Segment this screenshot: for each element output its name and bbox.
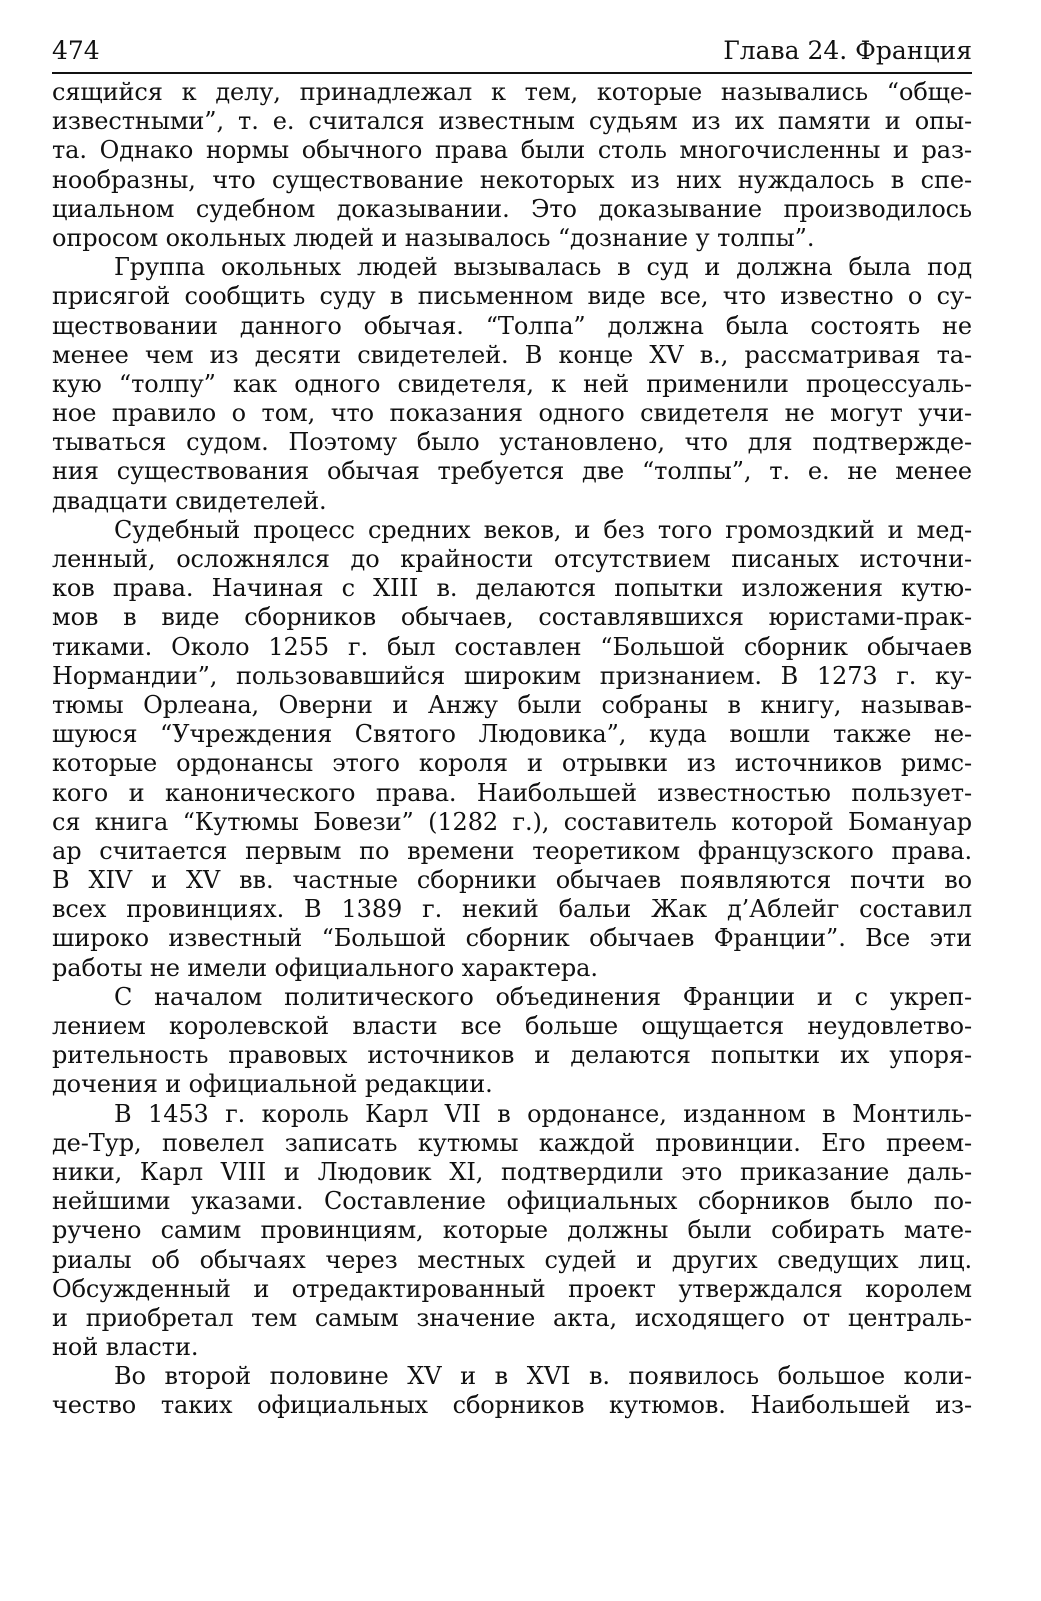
text-line: ручено самим провинциям, которые должны были собирать мате-: [52, 1216, 972, 1245]
text-line: сящийся к делу, принадлежал к тем, которые назывались “обще-: [52, 78, 972, 106]
text-line: нейшими указами. Составление официальных сборников было по-: [52, 1187, 972, 1216]
page-number: 474: [52, 36, 100, 65]
text-line: дочения и официальной редакции.: [52, 1070, 493, 1099]
text-line: менее чем из десяти свидетелей. В конце XV в., рассматривая та-: [52, 340, 972, 369]
text-line: риалы об обычаях через местных судей и других сведущих лиц.: [52, 1245, 972, 1274]
text-line: та. Однако нормы обычного права были столь многочисленны и раз-: [52, 136, 972, 165]
text-line: известными”, т. е. считался известным судьям из их памяти и опы-: [52, 107, 972, 136]
text-line: двадцати свидетелей.: [52, 486, 327, 515]
text-line: которые ордонансы этого короля и отрывки из источников римс-: [52, 749, 972, 778]
text-line: ленный, осложнялся до крайности отсутствием писаных источни-: [52, 545, 972, 573]
text-line: тиками. Около 1255 г. был составлен “Большой сборник обычаев: [52, 632, 972, 661]
text-line: лением королевской власти все больше ощущается неудовлетво-: [52, 1012, 972, 1040]
text-line: всех провинциях. В 1389 г. некий бальи Жак д’Аблейг составил: [52, 895, 972, 924]
text-line: ществовании данного обычая. “Толпа” должна была состоять не: [52, 311, 972, 340]
text-line: Нормандии”, пользовавшийся широким признанием. В 1273 г. ку-: [52, 661, 972, 690]
text-line: С началом политического объединения Франции и с укреп-: [114, 982, 972, 1011]
running-head: [52, 36, 972, 74]
chapter-title: Глава 24. Франция: [723, 36, 972, 65]
text-line: мов в виде сборников обычаев, составлявшихся юристами-прак-: [52, 603, 972, 632]
text-line: Во второй половине XV и в XVI в. появилось большое коли-: [114, 1362, 972, 1391]
text-line: ния существования обычая требуется две “толпы”, т. е. не менее: [52, 457, 972, 486]
text-line: ной власти.: [52, 1333, 199, 1362]
text-line: нообразны, что существование некоторых из них нуждалось в спе-: [52, 165, 972, 194]
text-line: чество таких официальных сборников кутюмов. Наибольшей из-: [52, 1391, 972, 1420]
text-line: широко известный “Большой сборник обычаев Франции”. Все эти: [52, 924, 972, 953]
body-text: [52, 78, 972, 1421]
text-line: В 1453 г. король Карл VII в ордонансе, изданном в Монтиль-: [114, 1099, 972, 1128]
text-line: тываться судом. Поэтому было установлено, что для подтвержде-: [52, 428, 972, 457]
text-line: Обсужденный и отредактированный проект утверждался королем: [52, 1274, 972, 1303]
text-line: де-Тур, повелел записать кутюмы каждой провинции. Его преем-: [52, 1128, 972, 1157]
text-line: ники, Карл VIII и Людовик XI, подтвердили это приказание даль-: [52, 1157, 972, 1186]
text-line: тюмы Орлеана, Оверни и Анжу были собраны в книгу, называв-: [52, 690, 972, 719]
text-line: Судебный процесс средних веков, и без того громоздкий и мед-: [114, 515, 972, 544]
text-line: Группа окольных людей вызывалась в суд и должна была под: [114, 253, 972, 282]
text-line: кую “толпу” как одного свидетеля, к ней применили процессуаль-: [52, 369, 972, 398]
text-line: присягой сообщить суду в письменном виде все, что известно о су-: [52, 282, 972, 311]
text-line: В XIV и XV вв. частные сборники обычаев появляются почти во: [52, 866, 972, 895]
text-line: ное правило о том, что показания одного свидетеля не могут учи-: [52, 399, 972, 428]
text-line: опросом окольных людей и называлось “дознание у толпы”.: [52, 223, 815, 252]
text-line: ков права. Начиная с XIII в. делаются попытки изложения кутю-: [52, 574, 972, 603]
text-line: циальном судебном доказывании. Это доказывание производилось: [52, 194, 972, 223]
text-line: ся книга “Кутюмы Бовези” (1282 г.), составитель которой Бомануар: [52, 807, 972, 836]
text-line: ар считается первым по времени теоретиком французского права.: [52, 836, 972, 865]
book-page: [52, 36, 972, 1421]
text-line: и приобретал тем самым значение акта, исходящего от централь-: [52, 1303, 972, 1332]
text-line: работы не имели официального характера.: [52, 953, 598, 982]
text-line: шуюся “Учреждения Святого Людовика”, куда вошли также не-: [52, 720, 972, 749]
text-line: рительность правовых источников и делаются попытки их упоря-: [52, 1041, 972, 1070]
text-line: кого и канонического права. Наибольшей известностью пользует-: [52, 778, 972, 807]
